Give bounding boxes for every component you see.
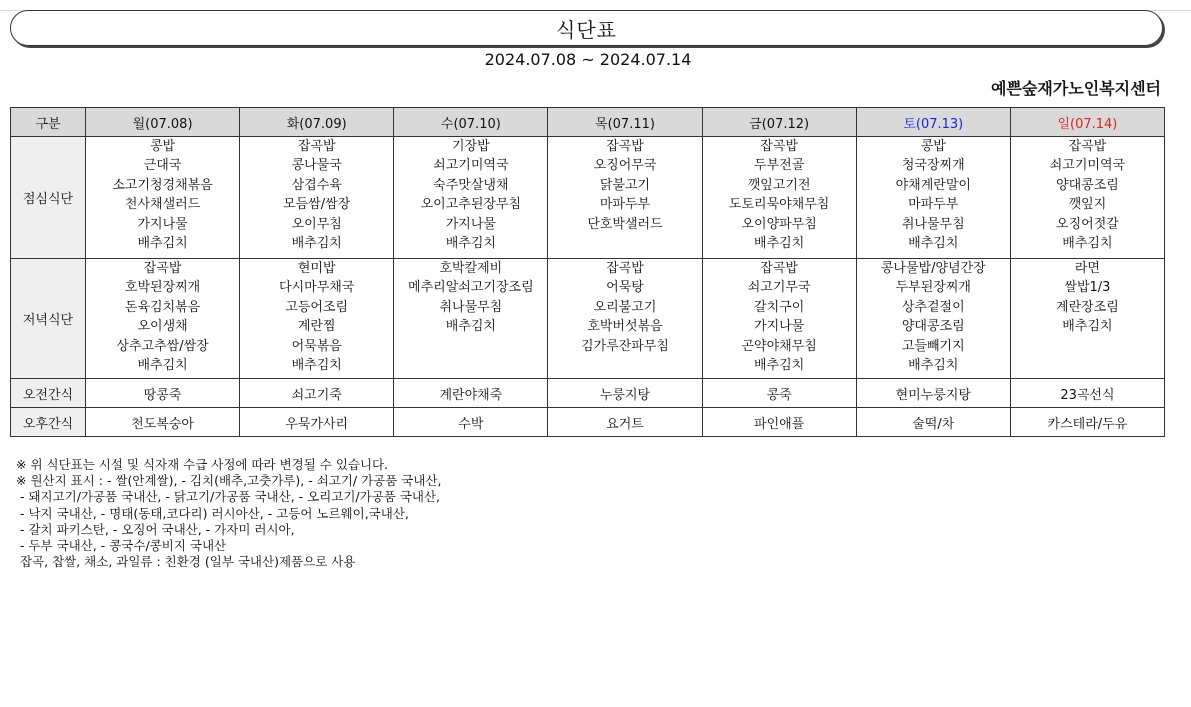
menu-item: 갈치구이 bbox=[754, 299, 805, 315]
am-snack-row bbox=[11, 379, 1165, 408]
meal-cell bbox=[394, 259, 548, 379]
menu-item: 오이고추된장무침 bbox=[420, 197, 522, 213]
snack-cell: 술떡/차 bbox=[856, 408, 1010, 437]
menu-item: 단호박샐러드 bbox=[587, 216, 663, 232]
meal-table bbox=[10, 107, 1165, 437]
menu-item: 마파두부 bbox=[908, 197, 959, 213]
header-day-wed: 수(07.10) bbox=[394, 108, 548, 137]
menu-item: 깻잎지 bbox=[1068, 197, 1107, 213]
menu-item: 잡곡밥 bbox=[143, 261, 182, 276]
menu-item: 오징어젓갈 bbox=[1056, 216, 1119, 232]
menu-item: 잡곡밥 bbox=[760, 261, 798, 276]
menu-item: 메추리알쇠고기장조림 bbox=[408, 280, 534, 296]
pm-snack-row bbox=[11, 408, 1165, 437]
menu-item: 숙주맛살냉채 bbox=[433, 177, 509, 193]
menu-item: 고들빼기지 bbox=[901, 338, 965, 354]
menu-item: 잡곡밥 bbox=[606, 261, 644, 276]
date-range: 2024.07.08 ~ 2024.07.14 bbox=[484, 50, 692, 69]
menu-item: 근대국 bbox=[143, 158, 182, 174]
snack-cell: 누룽지탕 bbox=[548, 379, 702, 408]
menu-item: 호박칼제비 bbox=[439, 261, 503, 276]
menu-item: 양대콩조림 bbox=[901, 319, 965, 335]
menu-item: 배추김치 bbox=[445, 319, 496, 335]
header-corner: 구분 bbox=[11, 108, 86, 137]
note-line: ※ 원산지 표시 : - 쌀(안계쌀), - 김치(배추,고춧가루), - 쇠고기/ 가공품 국내산, bbox=[16, 473, 442, 489]
menu-item: 김가루잔파무침 bbox=[581, 338, 669, 354]
note-line: - 돼지고기/가공품 국내산, - 닭고기/가공품 국내산, - 오리고기/가공품 국내산, bbox=[16, 489, 441, 505]
row-label-pm-snack: 오후간식 bbox=[11, 408, 86, 437]
menu-item: 다시마무채국 bbox=[279, 280, 355, 296]
menu-item: 배추김치 bbox=[445, 236, 496, 252]
menu-item: 고등어조림 bbox=[285, 299, 349, 315]
menu-item: 잡곡밥 bbox=[297, 139, 336, 154]
note-line: - 낙지 국내산, - 명태(동태,코다리) 러시아산, - 고등어 노르웨이,국내산, bbox=[16, 505, 409, 521]
menu-item: 취나물무침 bbox=[901, 216, 965, 232]
menu-item: 오이양파무침 bbox=[741, 216, 817, 232]
meal-cell bbox=[394, 137, 548, 259]
snack-cell: 천도복숭아 bbox=[86, 408, 240, 437]
page-title: 식단표 bbox=[556, 17, 617, 42]
menu-item: 배추김치 bbox=[137, 358, 188, 374]
header-row bbox=[11, 108, 1165, 137]
menu-item: 천사채샐러드 bbox=[124, 197, 201, 213]
menu-item: 쇠고기무국 bbox=[747, 280, 811, 296]
menu-item: 두부된장찌개 bbox=[895, 280, 971, 296]
menu-item: 라면 bbox=[1074, 261, 1100, 276]
meal-cell bbox=[1010, 259, 1164, 379]
menu-item: 콩밥 bbox=[920, 139, 946, 154]
menu-item: 쌀밥1/3 bbox=[1064, 280, 1111, 296]
meal-cell bbox=[548, 137, 702, 259]
meal-cell bbox=[856, 259, 1010, 379]
menu-item: 청국장찌개 bbox=[901, 158, 965, 174]
facility-name: 예쁜숲재가노인복지센터 bbox=[990, 79, 1161, 98]
header-day-thu: 목(07.11) bbox=[548, 108, 702, 137]
menu-item: 모듬쌈/쌈장 bbox=[283, 197, 351, 213]
snack-cell: 콩죽 bbox=[702, 379, 856, 408]
menu-item: 가지나물 bbox=[445, 216, 496, 232]
notes-block bbox=[16, 457, 442, 570]
meal-cell bbox=[856, 137, 1010, 259]
menu-item: 상추겉절이 bbox=[901, 299, 965, 315]
snack-cell: 파인애플 bbox=[702, 408, 856, 437]
snack-cell: 요거트 bbox=[548, 408, 702, 437]
header-day-mon: 월(07.08) bbox=[86, 108, 240, 137]
menu-item: 잡곡밥 bbox=[606, 139, 644, 154]
snack-cell: 현미누룽지탕 bbox=[856, 379, 1010, 408]
menu-item: 배추김치 bbox=[908, 358, 959, 374]
snack-cell: 땅콩죽 bbox=[86, 379, 240, 408]
menu-item: 가지나물 bbox=[137, 216, 188, 232]
note-line: 잡곡, 찹쌀, 채소, 과일류 : 친환경 (일부 국내산)제품으로 사용 bbox=[16, 554, 356, 570]
menu-item: 닭불고기 bbox=[599, 177, 651, 193]
meal-cell bbox=[702, 137, 856, 259]
snack-cell: 23곡선식 bbox=[1010, 379, 1164, 408]
menu-item: 오징어무국 bbox=[593, 158, 657, 174]
meal-cell bbox=[240, 259, 394, 379]
menu-item: 배추김치 bbox=[291, 358, 342, 374]
menu-item: 배추김치 bbox=[291, 236, 342, 252]
meal-cell bbox=[1010, 137, 1164, 259]
meal-cell bbox=[548, 259, 702, 379]
meal-cell bbox=[240, 137, 394, 259]
menu-item: 돈육김치볶음 bbox=[124, 299, 201, 315]
menu-item: 오이생채 bbox=[137, 319, 188, 335]
snack-cell: 수박 bbox=[394, 408, 548, 437]
title-box bbox=[10, 10, 1163, 46]
lunch-row bbox=[11, 137, 1165, 259]
snack-cell: 계란야채죽 bbox=[394, 379, 548, 408]
menu-item: 계란찜 bbox=[297, 319, 336, 335]
menu-item: 기장밥 bbox=[452, 139, 490, 154]
menu-item: 콩나물국 bbox=[291, 158, 342, 174]
header-day-sat: 토(07.13) bbox=[856, 108, 1010, 137]
menu-item: 오리불고기 bbox=[593, 299, 657, 315]
menu-item: 계란장조림 bbox=[1056, 299, 1119, 315]
header-day-tue: 화(07.09) bbox=[240, 108, 394, 137]
row-label-am-snack: 오전간식 bbox=[11, 379, 86, 408]
menu-item: 오이무침 bbox=[291, 216, 342, 232]
menu-item: 어묵탕 bbox=[606, 280, 644, 296]
menu-item: 잡곡밥 bbox=[1068, 139, 1107, 154]
meal-cell bbox=[86, 259, 240, 379]
menu-item: 상추고추쌈/쌈장 bbox=[116, 338, 209, 354]
meal-cell bbox=[702, 259, 856, 379]
menu-item: 양대콩조림 bbox=[1056, 177, 1119, 193]
menu-item: 가지나물 bbox=[754, 319, 805, 335]
menu-item: 도토리묵야채무침 bbox=[728, 197, 830, 213]
menu-item: 어묵볶음 bbox=[291, 338, 342, 354]
menu-item: 깻잎고기전 bbox=[747, 177, 811, 193]
snack-cell: 우묵가사리 bbox=[240, 408, 394, 437]
menu-item: 잡곡밥 bbox=[760, 139, 798, 154]
meal-cell bbox=[86, 137, 240, 259]
menu-item: 마파두부 bbox=[599, 197, 651, 213]
menu-item: 삼겹수육 bbox=[291, 177, 342, 193]
note-line: - 갈치 파키스탄, - 오징어 국내산, - 가자미 러시아, bbox=[16, 521, 295, 537]
menu-item: 호박된장찌개 bbox=[124, 280, 201, 296]
menu-item: 소고기청경채볶음 bbox=[112, 177, 213, 193]
menu-item: 콩밥 bbox=[150, 139, 176, 154]
menu-item: 두부전골 bbox=[754, 158, 805, 174]
menu-item: 쇠고기미역국 bbox=[1049, 158, 1126, 174]
snack-cell: 카스테라/두유 bbox=[1010, 408, 1164, 437]
row-label-lunch: 점심식단 bbox=[11, 137, 86, 259]
menu-item: 현미밥 bbox=[297, 261, 336, 276]
menu-item: 호박버섯볶음 bbox=[587, 319, 663, 335]
note-line: ※ 위 식단표는 시설 및 식자재 수급 사정에 따라 변경될 수 있습니다. bbox=[16, 457, 389, 472]
note-line: - 두부 국내산, - 콩국수/콩비지 국내산 bbox=[16, 538, 227, 554]
menu-item: 배추김치 bbox=[754, 236, 805, 252]
menu-item: 배추김치 bbox=[1062, 319, 1113, 335]
menu-item: 배추김치 bbox=[908, 236, 959, 252]
row-label-dinner: 저녁식단 bbox=[11, 259, 86, 379]
header-day-sun: 일(07.14) bbox=[1010, 108, 1164, 137]
menu-item: 콩나물밥/양념간장 bbox=[880, 261, 986, 276]
menu-item: 배추김치 bbox=[137, 236, 188, 252]
snack-cell: 쇠고기죽 bbox=[240, 379, 394, 408]
menu-item: 배추김치 bbox=[1062, 236, 1113, 252]
menu-item: 취나물무침 bbox=[439, 299, 503, 315]
header-day-fri: 금(07.12) bbox=[702, 108, 856, 137]
menu-item: 곤약야채무침 bbox=[741, 338, 817, 354]
menu-item: 배추김치 bbox=[754, 358, 805, 374]
menu-item: 쇠고기미역국 bbox=[433, 158, 509, 174]
dinner-row bbox=[11, 259, 1165, 379]
menu-item: 야채계란말이 bbox=[895, 177, 971, 193]
